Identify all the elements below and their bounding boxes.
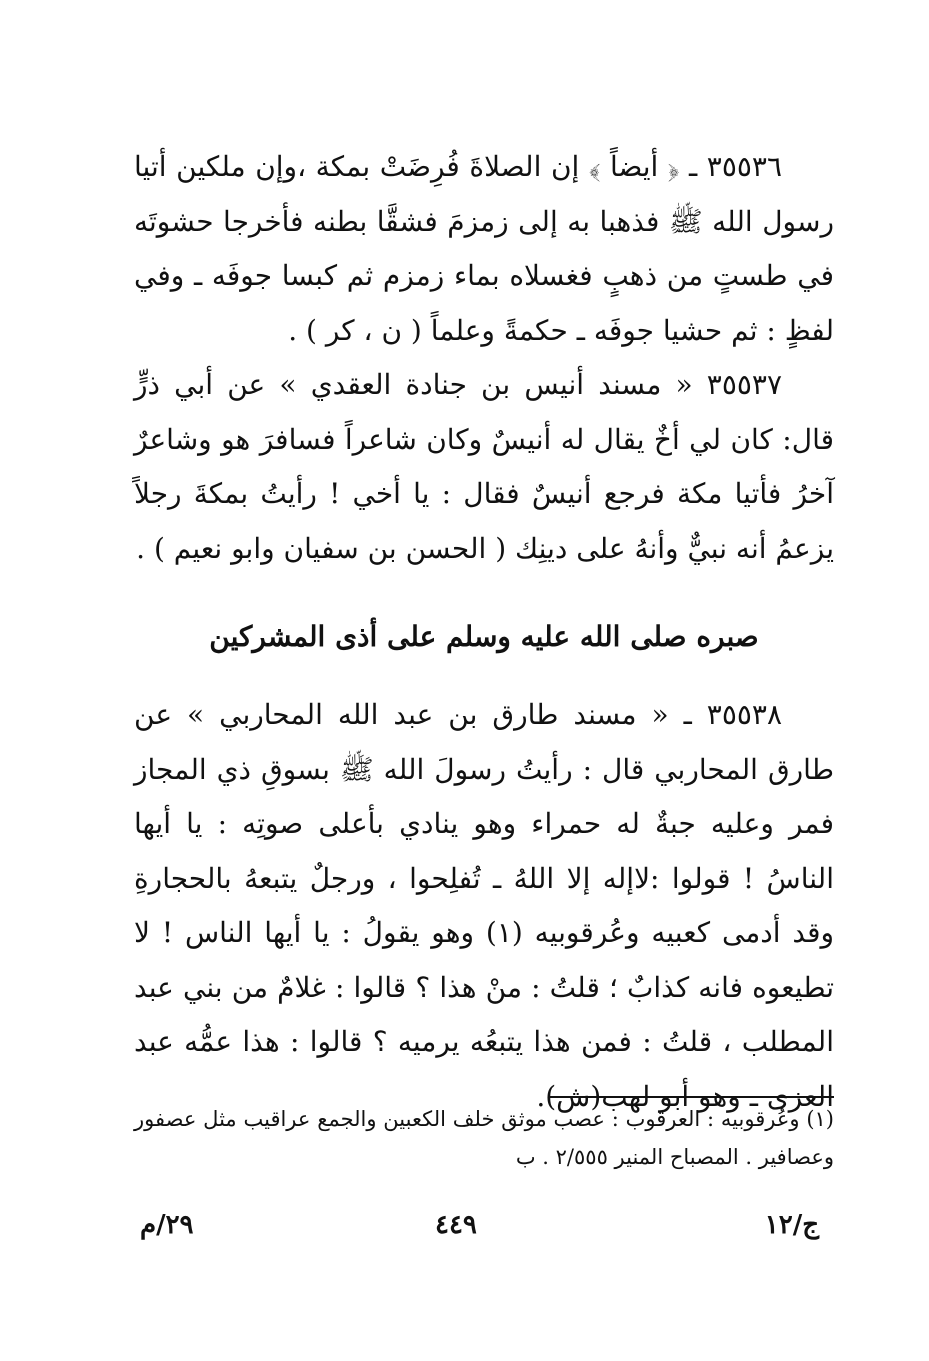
page-number: ٤٤٩ [435,1210,477,1240]
hadith-35537: ٣٥٥٣٧ « مسند أنيس بن جنادة العقدي » عن أبي ذرٍّ قال: كان لي أخٌ يقال له أنيسٌ وكان شاعراً فسافرَ هو وشاعرٌ آخرُ فأتيا مكة فرجع أنيسٌ فقال : يا أخي ! رأيتُ بمكةَ رجلاً يزعمُ أنه نبيٌّ وأنهُ على دينِك ( الحسن بن سفيان وابو نعيم ) . [134,368,834,565]
footnote: (١) وعُرقوبيه : العرقوب : عصب موثق خلف الكعبين والجمع عراقيب مثل عصفور وعصافير . المصباح المنير ٢/٥٥٥ . ب [134,1107,834,1169]
signature-mark: ٢٩/م [140,1210,194,1240]
hadith-35538: ٣٥٥٣٨ ـ « مسند طارق بن عبد الله المحاربي » عن طارق المحاربي قال : رأيتُ رسولَ الله ﷺ بسوقِ ذي المجاز فمر وعليه جبةٌ له حمراء وهو ينادي بأعلى صوتِه : يا أيها الناسُ ! قولوا :لاإله إلا اللهُ ـ تُفلِحوا ، ورجلٌ يتبعهُ بالحجارةِ وقد أدمى كعبيه وعُرقوبيه (١) وهو يقولُ : يا أيها الناس ! لا تطيعوه فانه كذابٌ ؛ قلتُ : منْ هذا ؟ قالوا : غلامٌ من بني عبد المطلب ، قلتُ : فمن هذا يتبعُه يرميه ؟ قالوا : هذا عمُّه عبد العزى ـ وهو أبو لهب(ش). [134,698,834,1113]
hadith-35536: ٣٥٥٣٦ ـ ﴿ أيضاً ﴾ إن الصلاةَ فُرِضَتْ بمكة ،وإن ملكين أتيا رسول الله ﷺ فذهبا به إلى زمزمَ فشقَّا بطنه فأخرجا حشوتَه في طستٍ من ذهبٍ فغسلاه بماء زمزم ثم كبسا جوفَه ـ وفي لفظٍ : ثم حشيا جوفَه ـ حكمةً وعلماً ( ن ، كر ) . [134,150,834,347]
main-text-block-2 [134,688,834,1124]
section-heading: صبره صلى الله عليه وسلم على أذى المشركين [209,620,759,653]
footnote-divider [549,1096,834,1098]
volume-number: ج/١٢ [764,1210,819,1240]
main-text-block [134,140,834,576]
